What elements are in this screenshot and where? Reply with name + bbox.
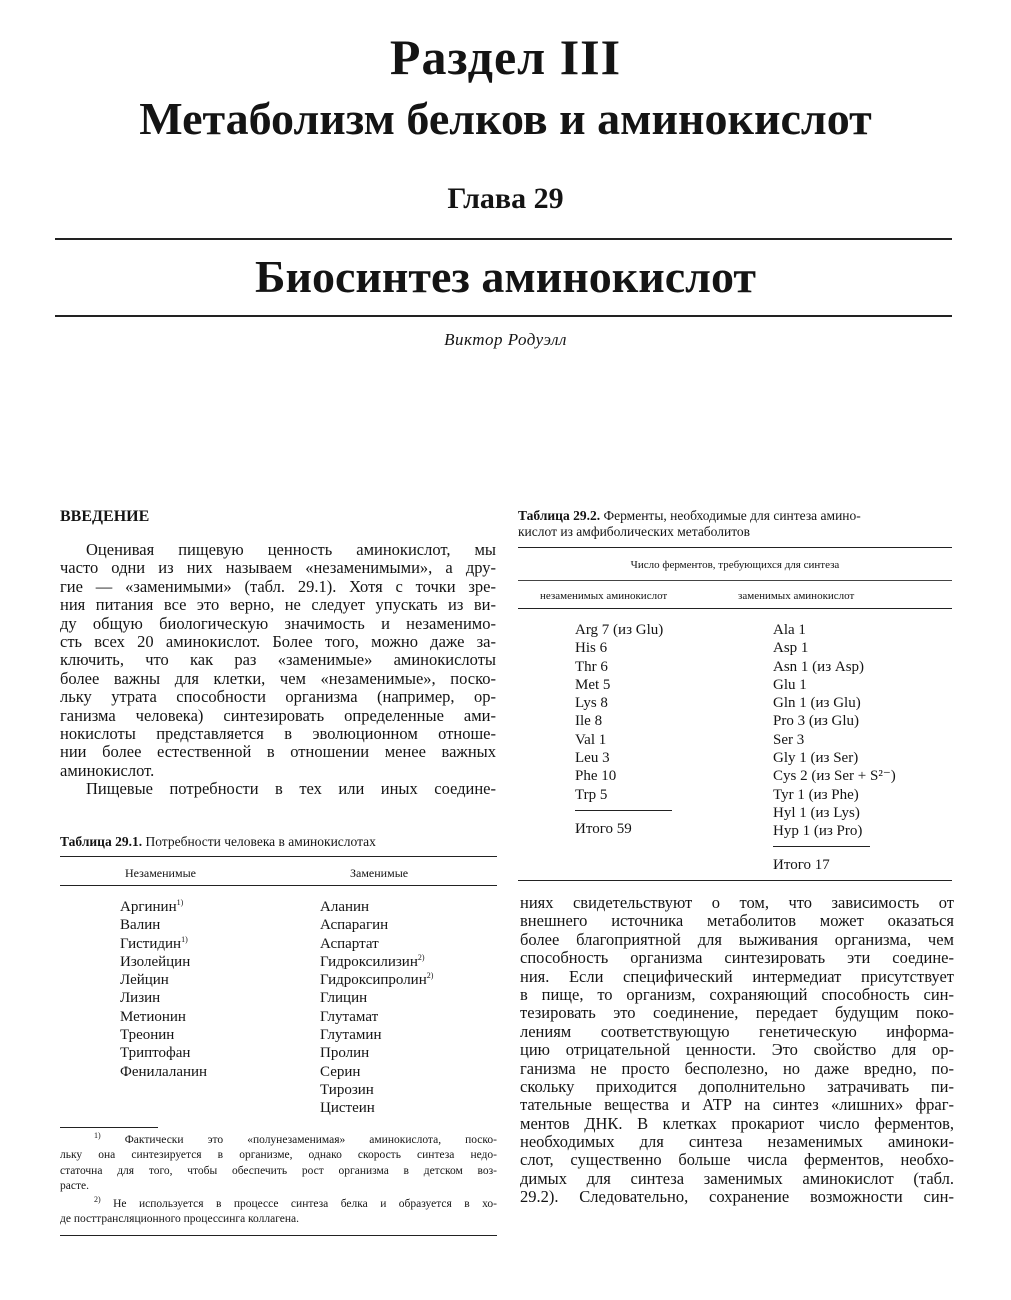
table2-cell: Hyl 1 (из Lys): [773, 804, 860, 821]
footnote-rule: [60, 1127, 158, 1128]
table2-caption-label: Таблица 29.2.: [518, 508, 601, 523]
table1-cell: Глутамат: [320, 1008, 379, 1025]
section-title: Раздел III: [389, 29, 622, 85]
table1-cell: Фенилаланин: [120, 1063, 208, 1080]
table2-nonessential-list: [773, 621, 896, 841]
text-line: гие — «заменимыми» (табл. 29.1). Хотя с точки зре-: [60, 576, 496, 596]
table1-cell: Аспарагин: [320, 917, 389, 934]
text-line: тательные вещества и АТР на синтез «лишних» фраг-: [520, 1095, 954, 1115]
table1-cell: Треонин: [120, 1027, 175, 1044]
table1-rule-header: [60, 885, 497, 886]
text-line: ниях свидетельствуют о том, что зависимость от: [520, 893, 954, 912]
text-line: сть всех 20 аминокислот. Более того, можно даже за-: [60, 631, 496, 651]
table2-cell: Pro 3 (из Glu): [773, 713, 860, 730]
text-line: скольку приходится дополнительно затрачивать пи-: [520, 1076, 954, 1096]
table2-cell: Glu 1: [773, 676, 807, 693]
text-line: ния питания все это верно, не следует упускать из ви-: [60, 595, 496, 615]
table1-cell: Гидроксипролин$^{2)}$: [320, 971, 434, 989]
text-line: ганизма не просто бесполезно, но даже вредно, по-: [520, 1058, 954, 1078]
table1-rule-top: [60, 856, 497, 857]
text-line: часто одни из них называем «незаменимыми», а дру-: [60, 558, 496, 578]
table2-cell: Thr 6: [575, 658, 608, 675]
part-title: Метаболизм белков и аминокислот: [139, 93, 872, 144]
text-line: более важны для клетки, чем «незаменимые», поско-: [60, 668, 496, 688]
table1-essential-list: [120, 898, 207, 1081]
table1-nonessential-list: [320, 898, 433, 1118]
text-line: необходимых для синтеза незаменимых аминоки-: [520, 1132, 954, 1152]
top-rule: [55, 238, 952, 240]
table1-rule-bottom: [60, 1235, 497, 1236]
bottom-rule: [55, 315, 952, 317]
text-line: слот, существенно больше числа ферментов, необхо-: [520, 1150, 954, 1170]
table2-cell: Phe 10: [575, 768, 617, 785]
table1-cell: Аргинин$^{1)}$: [120, 898, 184, 915]
table2-cell: His 6: [575, 640, 608, 657]
table2-rule-bottom: [518, 880, 952, 881]
table1-cell: Глутамин: [320, 1027, 382, 1044]
text-line: 29.2). Следовательно, сохранение возможности син-: [520, 1187, 954, 1207]
table2-cell: Hyp 1 (из Pro): [773, 823, 863, 840]
table1-cell: Гистидин$^{1)}$: [120, 934, 188, 952]
table1-cell: Аспартат: [320, 935, 379, 952]
text-line: льку утрата способности организма (например, ор-: [60, 687, 496, 707]
text-line: Пищевые потребности в тех или иных соедине-: [86, 779, 496, 799]
table2-essential-total: Итого 59: [575, 821, 632, 837]
table2-sum-rule-nonessential: [773, 846, 870, 847]
table2-rule-mid: [518, 580, 952, 581]
table2-cell: Asn 1 (из Asp): [773, 658, 865, 675]
text-line: ключить, что как раз «заменимые» аминокислоты: [60, 650, 496, 670]
text-line: способность организма синтезировать эти соедине-: [520, 948, 954, 968]
text-line: ду общую биологическую значимость и незаменимо-: [60, 613, 496, 633]
intro-paragraph: [60, 541, 496, 798]
table2-cell: Trp 5: [575, 786, 608, 803]
footnote-2: $^{2)}$ Не используется в процессе синтеза белка и образуется в хо- де посттрансляционного процессинга коллагена.: [60, 1195, 498, 1226]
table2-cell: Lys 8: [575, 695, 608, 712]
table2-cell: Ile 8: [575, 713, 603, 730]
table1-caption-label: Таблица 29.1.: [60, 834, 143, 849]
table2-essential-list: [575, 621, 663, 804]
table1-cell: Серин: [320, 1063, 361, 1080]
table2-cell: Cys 2 (из Ser + S²⁻): [773, 768, 896, 785]
table1-cell: Триптофан: [120, 1045, 191, 1062]
table2-cell: Val 1: [575, 731, 607, 748]
table1-cell: Пролин: [320, 1045, 370, 1062]
table2-cell: Gly 1 (из Ser): [773, 750, 859, 767]
text-line: лениям соответствующую генетическую информа-: [520, 1021, 954, 1041]
footnote-1: $^{1)}$ Фактически это «полунезаменимая» аминокислота, поско- льку она синтезируется в организме, однако скорость синтеза недо- статочна для того, чтобы обеспечить рост организма в детском воз- расте.: [60, 1131, 497, 1192]
table2-cell: Asp 1: [773, 640, 809, 657]
table2-col-essential-header: незаменимых аминокислот: [540, 590, 668, 602]
text-line: нии более естественной в отношении менее важных: [60, 742, 496, 762]
table1-cell: Тирозин: [320, 1081, 374, 1098]
text-line: димых для синтеза заменимых аминокислот (табл.: [520, 1168, 954, 1188]
table2-col-nonessential-header: заменимых аминокислот: [738, 590, 855, 602]
table1-col-nonessential-header: Заменимые: [350, 866, 409, 880]
table2-rule-top: [518, 547, 952, 548]
table1-cell: Глицин: [320, 990, 368, 1007]
chapter-title: Биосинтез аминокислот: [255, 251, 756, 302]
table1-cell: Лейцин: [120, 972, 169, 989]
intro-heading: ВВЕДЕНИЕ: [60, 508, 150, 525]
body-continuation: [520, 894, 954, 1207]
text-line: в пище, то организм, сохраняющий способность син-: [520, 984, 954, 1004]
table2-cell: Gln 1 (из Glu): [773, 695, 861, 712]
table1-col-essential-header: Незаменимые: [125, 866, 196, 880]
table1-cell: Гидроксилизин$^{2)}$: [320, 952, 425, 970]
chapter-number: Глава 29: [447, 182, 564, 215]
table1-caption-text: Потребности человека в аминокислотах: [145, 834, 376, 849]
table2-caption: Таблица 29.2. Ферменты, необходимые для синтеза амино- кислот из амфиболических метаболитов: [518, 508, 861, 539]
text-line: тезировать это соединение, передает будущим поко-: [520, 1003, 954, 1023]
text-line: более благоприятной для выживания организма, чем: [520, 929, 954, 949]
table1-cell: Цистеин: [320, 1100, 375, 1117]
table1-cell: Метионин: [120, 1008, 186, 1025]
table1-cell: Изолейцин: [120, 953, 191, 970]
table2-rule-header: [518, 608, 952, 609]
table2-nonessential-total: Итого 17: [773, 857, 830, 873]
author: Виктор Родуэлл: [444, 330, 567, 349]
table2-cell: Met 5: [575, 676, 611, 693]
table2-cell: Ser 3: [773, 731, 805, 748]
table2-span-header: Число ферментов, требующихся для синтеза: [630, 559, 840, 571]
text-line: ганизма человека) синтезировать определенные ами-: [60, 705, 496, 725]
text-line: нокислоты представляется в эволюционном отноше-: [60, 723, 496, 743]
text-line: внешнего источника метаболитов может оказаться: [520, 911, 954, 931]
table1-cell: Валин: [120, 917, 161, 934]
table2-cell: Arg 7 (из Glu): [575, 622, 664, 638]
text-line: ния. Если специфический интермедиат присутствует: [520, 966, 954, 986]
table1-cell: Лизин: [120, 990, 161, 1007]
text-line: аминокислот.: [60, 760, 155, 780]
table2-cell: Ala 1: [773, 622, 806, 638]
text-line: Оценивая пищевую ценность аминокислот, мы: [86, 540, 496, 559]
table1-caption: [60, 834, 500, 850]
table2-sum-rule-essential: [575, 810, 672, 811]
table2-cell: Tyr 1 (из Phe): [773, 786, 859, 803]
text-line: цию отрицательной ценности. Это свойство для ор-: [520, 1040, 954, 1060]
table1-cell: Аланин: [320, 899, 370, 915]
table2-cell: Leu 3: [575, 750, 610, 767]
text-line: ментов ДНК. В клетках прокариот число ферментов,: [520, 1113, 954, 1133]
